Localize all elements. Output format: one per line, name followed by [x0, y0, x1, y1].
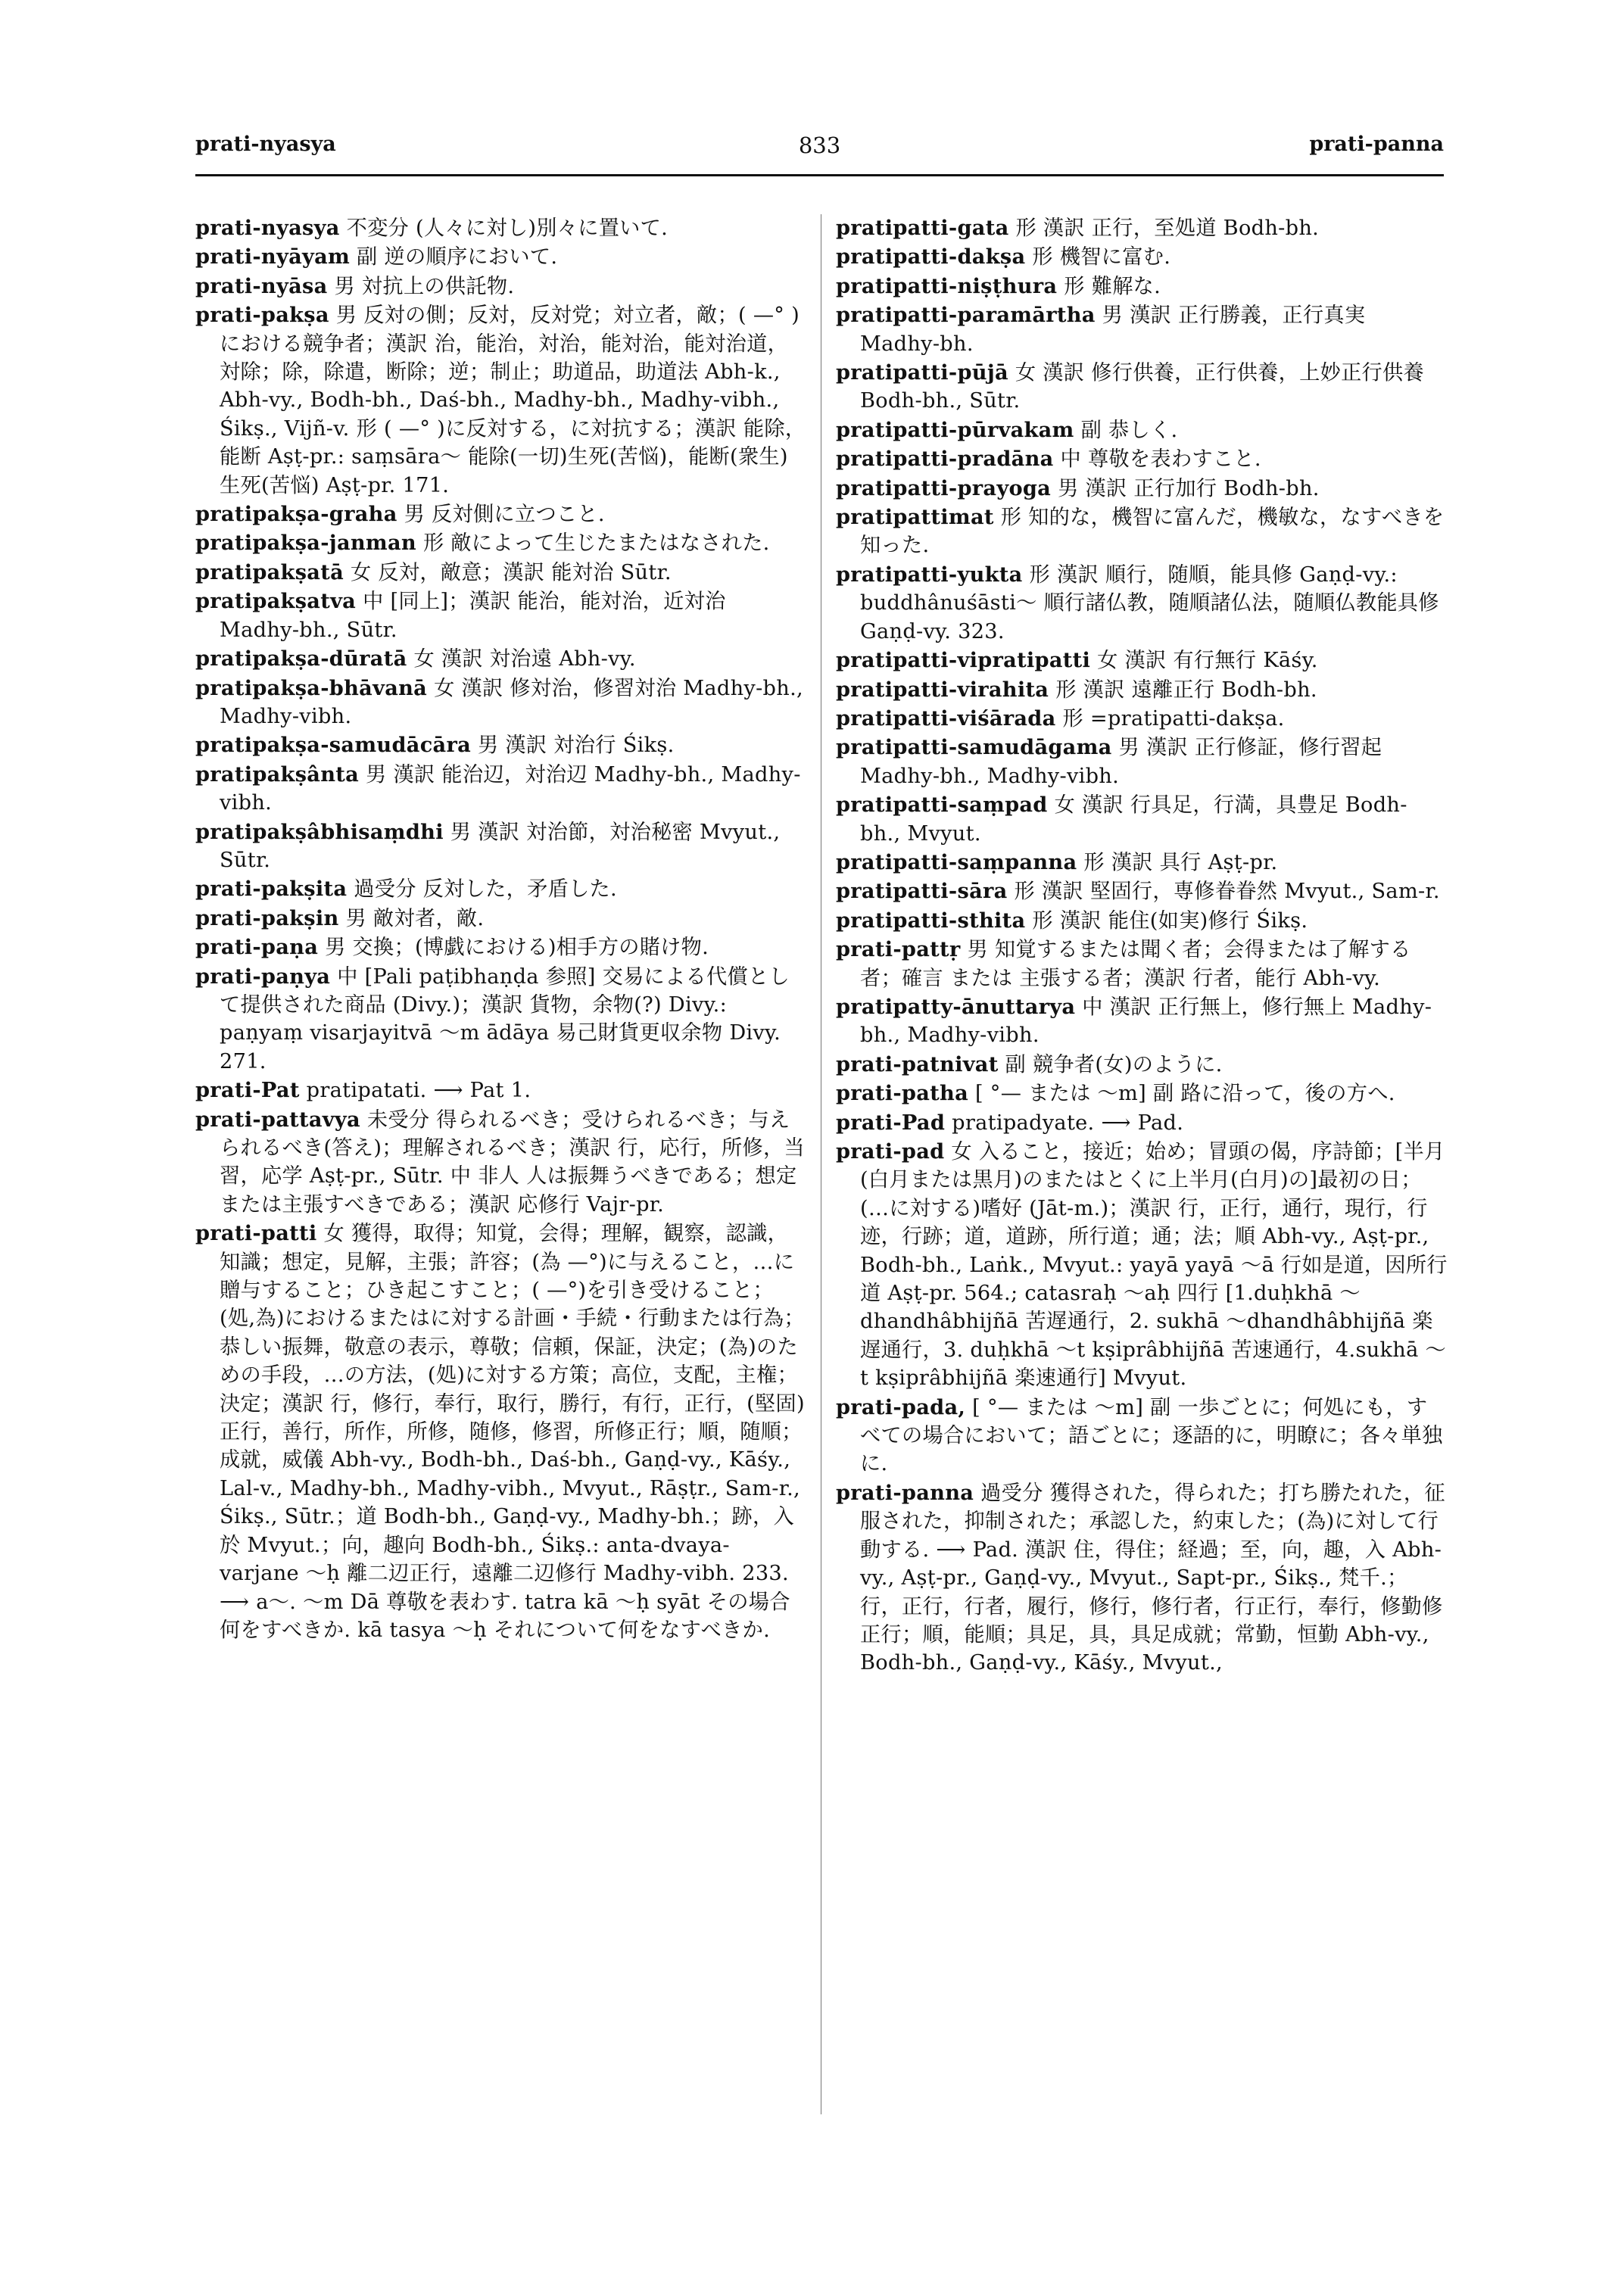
entry-definition: 形 漢訳 能住(如実)修行 Śikṣ.	[1032, 908, 1308, 933]
entry-headword: prati-patti	[195, 1221, 317, 1246]
entry-definition: 男 敵対者，敵.	[345, 906, 485, 930]
entry-headword: pratipatti-saṃpad	[836, 793, 1048, 818]
entry-headword: prati-pakṣin	[195, 905, 339, 930]
dictionary-entry	[836, 475, 1448, 503]
entry-definition: 形 漢訳 正行，至処道 Bodh-bh.	[1015, 217, 1320, 240]
dictionary-entry	[836, 1051, 1448, 1079]
entry-headword: pratipatti-pūrvakam	[836, 417, 1074, 442]
entry-headword: pratipatty-ānuttarya	[836, 994, 1076, 1019]
entry-headword: pratipakṣa-bhāvanā	[195, 675, 428, 700]
entry-headword: pratipattimat	[836, 505, 994, 530]
dictionary-entry	[836, 214, 1448, 242]
entry-definition: 女 漢訳 有行無行 Kāśy.	[1097, 649, 1318, 673]
dictionary-entry	[836, 561, 1448, 646]
entry-headword: prati-Pat	[195, 1078, 300, 1103]
entry-definition: 男 反対の側；反対，反対党；対立者，敵；( —° )における競争者；漢訳 治，能治，対治，能対治，能対治道，対除；除，除遣，断除；逆；制止；助道品，助道法 Abh-k., Abh-vy., Bodh-bh., Daś-bh., Madhy-bh., Madhy-vibh., Śikṣ., Vijñ-v. 形 ( —° )に反対する，に対抗する；漢訳 能除，能断 Aṣṭ-pr.: saṃsāra～ 能除(一切)生死(苦悩)，能断(衆生)生死(苦悩) Aṣṭ-pr. 171.	[220, 304, 806, 497]
entry-headword: prati-pattavya	[195, 1107, 360, 1132]
entry-definition: 副 恭しく.	[1080, 418, 1178, 442]
dictionary-entry	[195, 731, 807, 759]
dictionary-entry	[836, 907, 1448, 935]
entry-headword: pratipakṣâbhisaṃdhi	[195, 819, 444, 844]
entry-headword: pratipakṣânta	[195, 762, 360, 787]
dictionary-entry	[195, 587, 807, 644]
entry-headword: pratipatti-pradāna	[836, 447, 1054, 472]
entry-headword: pratipatti-virahita	[836, 677, 1049, 702]
page-header	[195, 132, 1444, 170]
dictionary-entry	[195, 243, 807, 271]
entry-headword: prati-nyasya	[195, 216, 340, 240]
entry-definition: 女 入ること，接近；始め；冒頭の偈，序詩節；[半月(白月または黒月)のまたはとくに上半月(白月)の]最初の日；(…に対する)嗜好 (Jāt-m.)；漢訳 行，正行，通行，現行，行迹，行跡；道，道跡，所行道；通；法；順 Abh-vy., Aṣṭ-pr., Bodh-bh., Laṅk., Mvyut.: yayā yayā ～ā 行如是道，因所行道 Aṣṭ-pr. 564.; catasraḥ ～aḥ 四行 [1.duḥkhā ～dhandhâbhijñā 苦遅通行，2. sukhā ～dhandhâbhijñā 楽遅通行，3. duḥkhā ～t kṣiprâbhijñā 苦速通行，4.sukhā ～t kṣiprâbhijñā 楽速通行] Mvyut.	[860, 1140, 1448, 1391]
dictionary-entry	[195, 818, 807, 875]
entry-definition: pratipadyate. ⟶ Pad.	[952, 1111, 1184, 1135]
entry-definition: 女 反対，敵意；漢訳 能対治 Sūtr.	[350, 560, 672, 584]
entry-headword: pratipatti-sāra	[836, 879, 1008, 904]
entry-headword: prati-nyāyam	[195, 245, 351, 269]
entry-definition: 形 漢訳 具行 Aṣṭ-pr.	[1083, 850, 1278, 874]
entry-definition: 男 漢訳 対治行 Śikṣ.	[477, 734, 675, 758]
dictionary-entry	[836, 936, 1448, 992]
right-column	[836, 214, 1448, 2273]
dictionary-entry	[836, 1138, 1448, 1393]
left-column	[195, 214, 807, 2273]
entry-definition: 女 漢訳 修対治，修習対治 Madhy-bh., Madhy-vibh.	[220, 676, 803, 728]
entry-headword: pratipakṣa-samudācāra	[195, 733, 471, 758]
entry-definition: 形 知的な，機智に富んだ，機敏な，なすべきを知った.	[860, 506, 1445, 558]
dictionary-entry	[195, 559, 807, 587]
entry-definition: 男 漢訳 対治節，対治秘密 Mvyut., Sūtr.	[220, 820, 781, 872]
entry-definition: 女 獲得，取得；知覚，会得；理解，観察，認識，知識；想定，見解，主張；許容；(為 —°)に与えること，…に贈与すること；ひき起こすこと；( —°)を引き受けること；(処,為)におけるまたはに対する計画・手続・行動または行為；恭しい振舞，敬意の表示，尊敬；信頼，保証，決定；(為)のための手段，…の方法，(処)に対する方策；高位，支配，主権；決定；漢訳 行，修行，奉行，取行，勝行，有行，正行，(堅固)正行，善行，所作，所修，随修，修習，所修正行；順，随順；成就，威儀 Abh-vy., Bodh-bh., Daś-bh., Gaṇḍ-vy., Kāśy., Lal-v., Madhy-bh., Madhy-vibh., Mvyut., Rāṣṭr., Sam-r., Śikṣ., Sūtr.；道 Bodh-bh., Gaṇḍ-vy., Madhy-bh.；跡，入於 Mvyut.；向，趣向 Bodh-bh., Śikṣ.: anta-dvaya-varjane ～ḥ 離二辺正行，遠離二辺修行 Madhy-vibh. 233. ⟶ a～. ～m Dā 尊敬を表わす. tatra kā ～ḥ syāt その場合何をすべきか. kā tasya ～ḥ それについて何をなすべきか.	[220, 1222, 805, 1642]
entry-definition: 中 [Pali paṭibhaṇḍa 参照] 交易による代償として提供された商品 (Divy.)；漢訳 貨物，余物(?) Divy.: paṇyaṃ visarjayitvā ～m ādāya 易己財貨更収余物 Divy. 271.	[220, 964, 790, 1073]
entry-definition: 不変分 (人々に対し)別々に置いて.	[346, 217, 669, 240]
entry-headword: pratipatti-dakṣa	[836, 245, 1026, 269]
entry-headword: prati-pad	[836, 1139, 945, 1164]
dictionary-entry	[836, 849, 1448, 877]
entry-definition: 形 敵によって生じたまたはなされた.	[422, 531, 770, 556]
dictionary-entry	[195, 963, 807, 1076]
entry-definition: 形 機智に富む.	[1032, 245, 1171, 269]
dictionary-entry	[836, 301, 1448, 358]
dictionary-entry	[836, 1394, 1448, 1478]
entry-definition: 形 =pratipatti-dakṣa.	[1062, 706, 1285, 731]
dictionary-entry	[195, 875, 807, 903]
dictionary-entry	[836, 791, 1448, 848]
dictionary-entry	[836, 877, 1448, 905]
entry-definition: 男 漢訳 能治辺，対治辺 Madhy-bh., Madhy-vibh.	[220, 762, 801, 815]
entry-headword: prati-patnivat	[836, 1051, 999, 1076]
header-rule	[195, 174, 1444, 176]
entry-definition: 中 漢訳 正行無上，修行無上 Madhy-bh., Madhy-vibh.	[860, 995, 1432, 1048]
entry-definition: 形 漢訳 順行，随順，能具修 Gaṇḍ-vy.: buddhânuśāsti～ 順行諸仏教，随順諸仏法，随順仏教能具修 Gaṇḍ-vy. 323.	[860, 562, 1439, 643]
dictionary-entry	[195, 933, 807, 961]
entry-definition: 女 漢訳 修行供養，正行供養，上妙正行供養 Bodh-bh., Sūtr.	[860, 361, 1425, 413]
entry-definition: 男 反対側に立つこと.	[404, 503, 605, 527]
dictionary-entry	[836, 993, 1448, 1050]
entry-headword: pratipatti-saṃpanna	[836, 849, 1077, 874]
entry-headword: prati-nyāsa	[195, 273, 328, 298]
entry-headword: prati-panna	[836, 1480, 974, 1505]
dictionary-entry	[836, 734, 1448, 790]
entry-headword: pratipatti-sthita	[836, 908, 1026, 933]
entry-definition: 女 漢訳 行具足，行満，具豊足 Bodh-bh., Mvyut.	[860, 793, 1407, 846]
dictionary-entry	[836, 646, 1448, 675]
entry-headword: pratipatti-paramārtha	[836, 303, 1096, 328]
entry-headword: pratipakṣa-graha	[195, 502, 397, 527]
dictionary-entry	[836, 445, 1448, 473]
entry-headword: pratipakṣatva	[195, 589, 357, 614]
dictionary-entry	[836, 705, 1448, 733]
entry-headword: prati-paṇya	[195, 964, 331, 989]
entry-definition: 男 漢訳 正行加行 Bodh-bh.	[1058, 476, 1320, 500]
entry-headword: prati-Pad	[836, 1110, 946, 1135]
entry-definition: 中 尊敬を表わすこと.	[1060, 447, 1261, 472]
entry-headword: pratipakṣatā	[195, 559, 344, 584]
entry-definition: 副 逆の順序において.	[357, 245, 558, 269]
dictionary-entry	[195, 529, 807, 557]
dictionary-entry	[195, 1076, 807, 1104]
entry-headword: prati-pakṣa	[195, 303, 329, 328]
dictionary-entry	[836, 503, 1448, 560]
entry-headword: pratipatti-samudāgama	[836, 735, 1112, 760]
entry-definition: 過受分 反対した，矛盾した.	[354, 877, 617, 902]
entry-definition: 男 漢訳 正行修証，修行習起 Madhy-bh., Madhy-vibh.	[860, 736, 1382, 788]
dictionary-entry	[836, 676, 1448, 704]
entry-headword: pratipatti-vipratipatti	[836, 648, 1091, 673]
dictionary-entry	[836, 243, 1448, 271]
dictionary-entry	[836, 359, 1448, 416]
entry-definition: 男 漢訳 正行勝義，正行真実 Madhy-bh.	[860, 304, 1366, 356]
entry-definition: 副 競争者(女)のように.	[1005, 1052, 1223, 1076]
entry-headword: pratipatti-yukta	[836, 562, 1023, 587]
running-head-left: prati-nyasya	[195, 132, 336, 156]
dictionary-entry	[195, 1220, 807, 1644]
entry-definition: 男 対抗上の供託物.	[334, 274, 515, 298]
entry-headword: prati-pada,	[836, 1394, 966, 1419]
entry-headword: pratipakṣa-dūratā	[195, 646, 407, 671]
dictionary-entry	[195, 905, 807, 933]
entry-headword: pratipatti-niṣṭhura	[836, 273, 1058, 298]
entry-definition: 過受分 獲得された，得られた；打ち勝たれた，征服された，抑制された；承認した，約束した；(為)に対して行動する. ⟶ Pad. 漢訳 住，得住；経過；至，向，趣，入 Abh-vy., Aṣṭ-pr., Gaṇḍ-vy., Mvyut., Sapt-pr., Śikṣ., 梵千.；行，正行，行者，履行，修行，修行者，行正行，奉行，修勤修正行；順，能順；具足，具，具足成就；常勤，恒勤 Abh-vy., Bodh-bh., Gaṇḍ-vy., Kāśy., Mvyut.,	[860, 1481, 1445, 1675]
entry-definition: pratipatati. ⟶ Pat 1.	[306, 1079, 531, 1103]
dictionary-entry	[195, 301, 807, 500]
entry-headword: pratipatti-gata	[836, 216, 1009, 240]
entry-definition: 未受分 得られるべき；受けられるべき；与えられるべき(答え)；理解されるべき；漢訳 行，応行，所修，当習，応学 Aṣṭ-pr., Sūtr. 中 非人 人は振舞うべきである；想定または主張すべきである；漢訳 応修行 Vajr-pr.	[220, 1108, 805, 1217]
dictionary-entry	[195, 500, 807, 528]
entry-definition: [ °— または ～m] 副 路に沿って，後の方へ.	[974, 1082, 1395, 1106]
entry-headword: pratipatti-prayoga	[836, 475, 1052, 500]
entry-definition: 女 漢訳 対治遠 Abh-vy.	[413, 647, 636, 671]
entry-definition: 男 知覚するまたは聞く者；会得または了解する者；確言 または 主張する者；漢訳 行者，能行 Abh-vy.	[860, 938, 1411, 990]
entry-headword: prati-pattṛ	[836, 937, 961, 962]
dictionary-entry	[195, 214, 807, 242]
dictionary-entry	[195, 273, 807, 301]
dictionary-entry	[836, 416, 1448, 444]
entry-headword: pratipakṣa-janman	[195, 531, 416, 556]
entry-definition: 形 漢訳 遠離正行 Bodh-bh.	[1055, 678, 1317, 702]
entry-definition: 形 難解な.	[1064, 274, 1161, 298]
entry-headword: prati-pakṣita	[195, 877, 348, 902]
entry-definition: 男 交換；(博戯における)相手方の賭け物.	[325, 936, 709, 960]
entry-definition: 中 [同上]；漢訳 能治，能対治，近対治 Madhy-bh., Sūtr.	[220, 590, 726, 642]
dictionary-entry	[195, 675, 807, 731]
dictionary-entry	[195, 761, 807, 818]
dictionary-entry	[836, 1080, 1448, 1108]
page-number: 833	[798, 132, 841, 158]
dictionary-entry	[195, 645, 807, 673]
dictionary-entry	[836, 273, 1448, 301]
dictionary-entry	[836, 1479, 1448, 1678]
entry-headword: prati-patha	[836, 1081, 968, 1106]
entry-definition: [ °— または ～m] 副 一歩ごとに；何処にも，すべての場合において；語ごとに；逐語的に，明瞭に；各々単独に.	[860, 1395, 1443, 1476]
entry-definition: 形 漢訳 堅固行，専修眷眷然 Mvyut., Sam-r.	[1014, 880, 1440, 904]
running-head-right: prati-panna	[1309, 132, 1444, 156]
entry-headword: pratipatti-pūjā	[836, 360, 1008, 385]
entry-headword: pratipatti-viśārada	[836, 706, 1056, 731]
dictionary-entry	[836, 1109, 1448, 1137]
dictionary-entry	[195, 1106, 807, 1220]
entry-headword: prati-paṇa	[195, 935, 319, 960]
